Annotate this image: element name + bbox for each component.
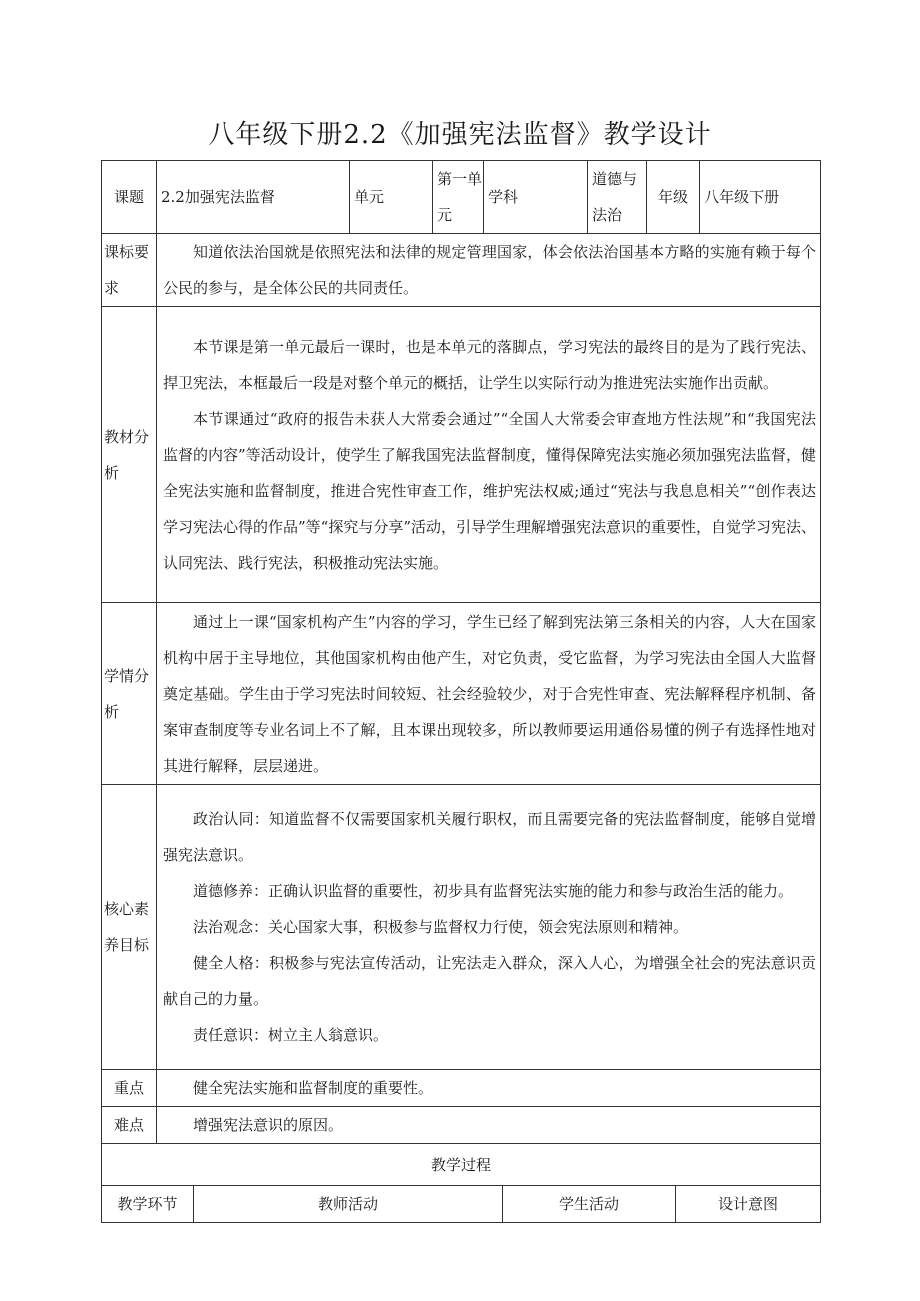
process-columns-row: [102, 1186, 821, 1223]
unit-label: 单元: [350, 161, 433, 234]
key-point-label: 重点: [102, 1070, 157, 1107]
difficulty-row: [102, 1107, 821, 1144]
key-point-row: [102, 1070, 821, 1107]
literacy-row: [102, 785, 821, 1070]
standards-row: [102, 234, 821, 307]
process-col-stage: 教学环节: [102, 1186, 194, 1223]
process-col-teacher: 教师活动: [194, 1186, 503, 1223]
literacy-law: 法治观念：关心国家大事，积极参与监督权力行使，领会宪法原则和精神。: [193, 918, 689, 936]
textbook-paragraph: 本节课是第一单元最后一课时，也是本单元的落脚点，学习宪法的最终目的是为了践行宪法、捍卫宪法，本框最后一段是对整个单元的概括，让学生以实际行动为推进宪法实施作出贡献。: [163, 337, 817, 392]
difficulty-label: 难点: [102, 1107, 157, 1144]
process-heading: 教学过程: [102, 1144, 821, 1186]
header-row: [102, 161, 821, 234]
subject-label: 学科: [484, 161, 588, 234]
textbook-row: [102, 307, 821, 603]
process-col-intent: 设计意图: [676, 1186, 821, 1223]
difficulty-text: 增强宪法意识的原因。: [193, 1116, 344, 1134]
standards-label: 课标要求: [102, 234, 157, 307]
process-heading-row: [102, 1144, 821, 1186]
textbook-label: 教材分析: [102, 307, 157, 603]
learners-paragraph: 通过上一课“国家机构产生”内容的学习，学生已经了解到宪法第三条相关的内容，人大在国家机构中居于主导地位，其他国家机构由他产生，对它负责，受它监督，为学习宪法由全国人大监督奠定基础。学生由于学习宪法时间较短、社会经验较少，对于合宪性审查、宪法解释程序机制、备案审查制度等专业名词上不了解，且本课出现较多，所以教师要运用通俗易懂的例子有选择性地对其进行解释，层层递进。: [163, 612, 817, 775]
literacy-moral: 道德修养：正确认识监督的重要性，初步具有监督宪法实施的能力和参与政治生活的能力。: [193, 882, 794, 900]
lesson-value: 2.2加强宪法监督: [157, 161, 350, 234]
literacy-label: 核心素养目标: [102, 785, 157, 1070]
literacy-personality: 健全人格：积极参与宪法宣传活动，让宪法走入群众，深入人心，为增强全社会的宪法意识贡献自己的力量。: [163, 954, 817, 1008]
grade-value: 八年级下册: [700, 161, 821, 234]
lesson-plan-table: [101, 160, 821, 1223]
key-point-text: 健全宪法实施和监督制度的重要性。: [193, 1079, 434, 1097]
literacy-responsibility: 责任意识：树立主人翁意识。: [193, 1026, 389, 1044]
literacy-political: 政治认同：知道监督不仅需要国家机关履行职权，而且需要完备的宪法监督制度，能够自觉增强宪法意识。: [163, 810, 817, 864]
document-title: 八年级下册2.2《加强宪法监督》教学设计: [208, 120, 712, 150]
learners-label: 学情分析: [102, 603, 157, 785]
textbook-paragraph: 本节课通过“政府的报告未获人大常委会通过”“全国人大常委会审查地方性法规”和“我国宪法监督的内容”等活动设计，使学生了解我国宪法监督制度，懂得保障宪法实施必须加强宪法监督，健全宪法实施和监督制度，推进合宪性审查工作，维护宪法权威;通过“宪法与我息息相关”“创作表达学习宪法心得的作品”等“探究与分享”活动，引导学生理解增强宪法意识的重要性，自觉学习宪法、认同宪法、践行宪法，积极推动宪法实施。: [163, 409, 817, 572]
process-col-student: 学生活动: [503, 1186, 676, 1223]
standards-text: 知道依法治国就是依照宪法和法律的规定管理国家，体会依法治国基本方略的实施有赖于每个公民的参与，是全体公民的共同责任。: [163, 243, 817, 297]
subject-value: 道德与法治: [588, 161, 647, 234]
learners-row: [102, 603, 821, 785]
grade-label: 年级: [647, 161, 700, 234]
unit-value: 第一单元: [433, 161, 484, 234]
lesson-label: 课题: [102, 161, 157, 234]
